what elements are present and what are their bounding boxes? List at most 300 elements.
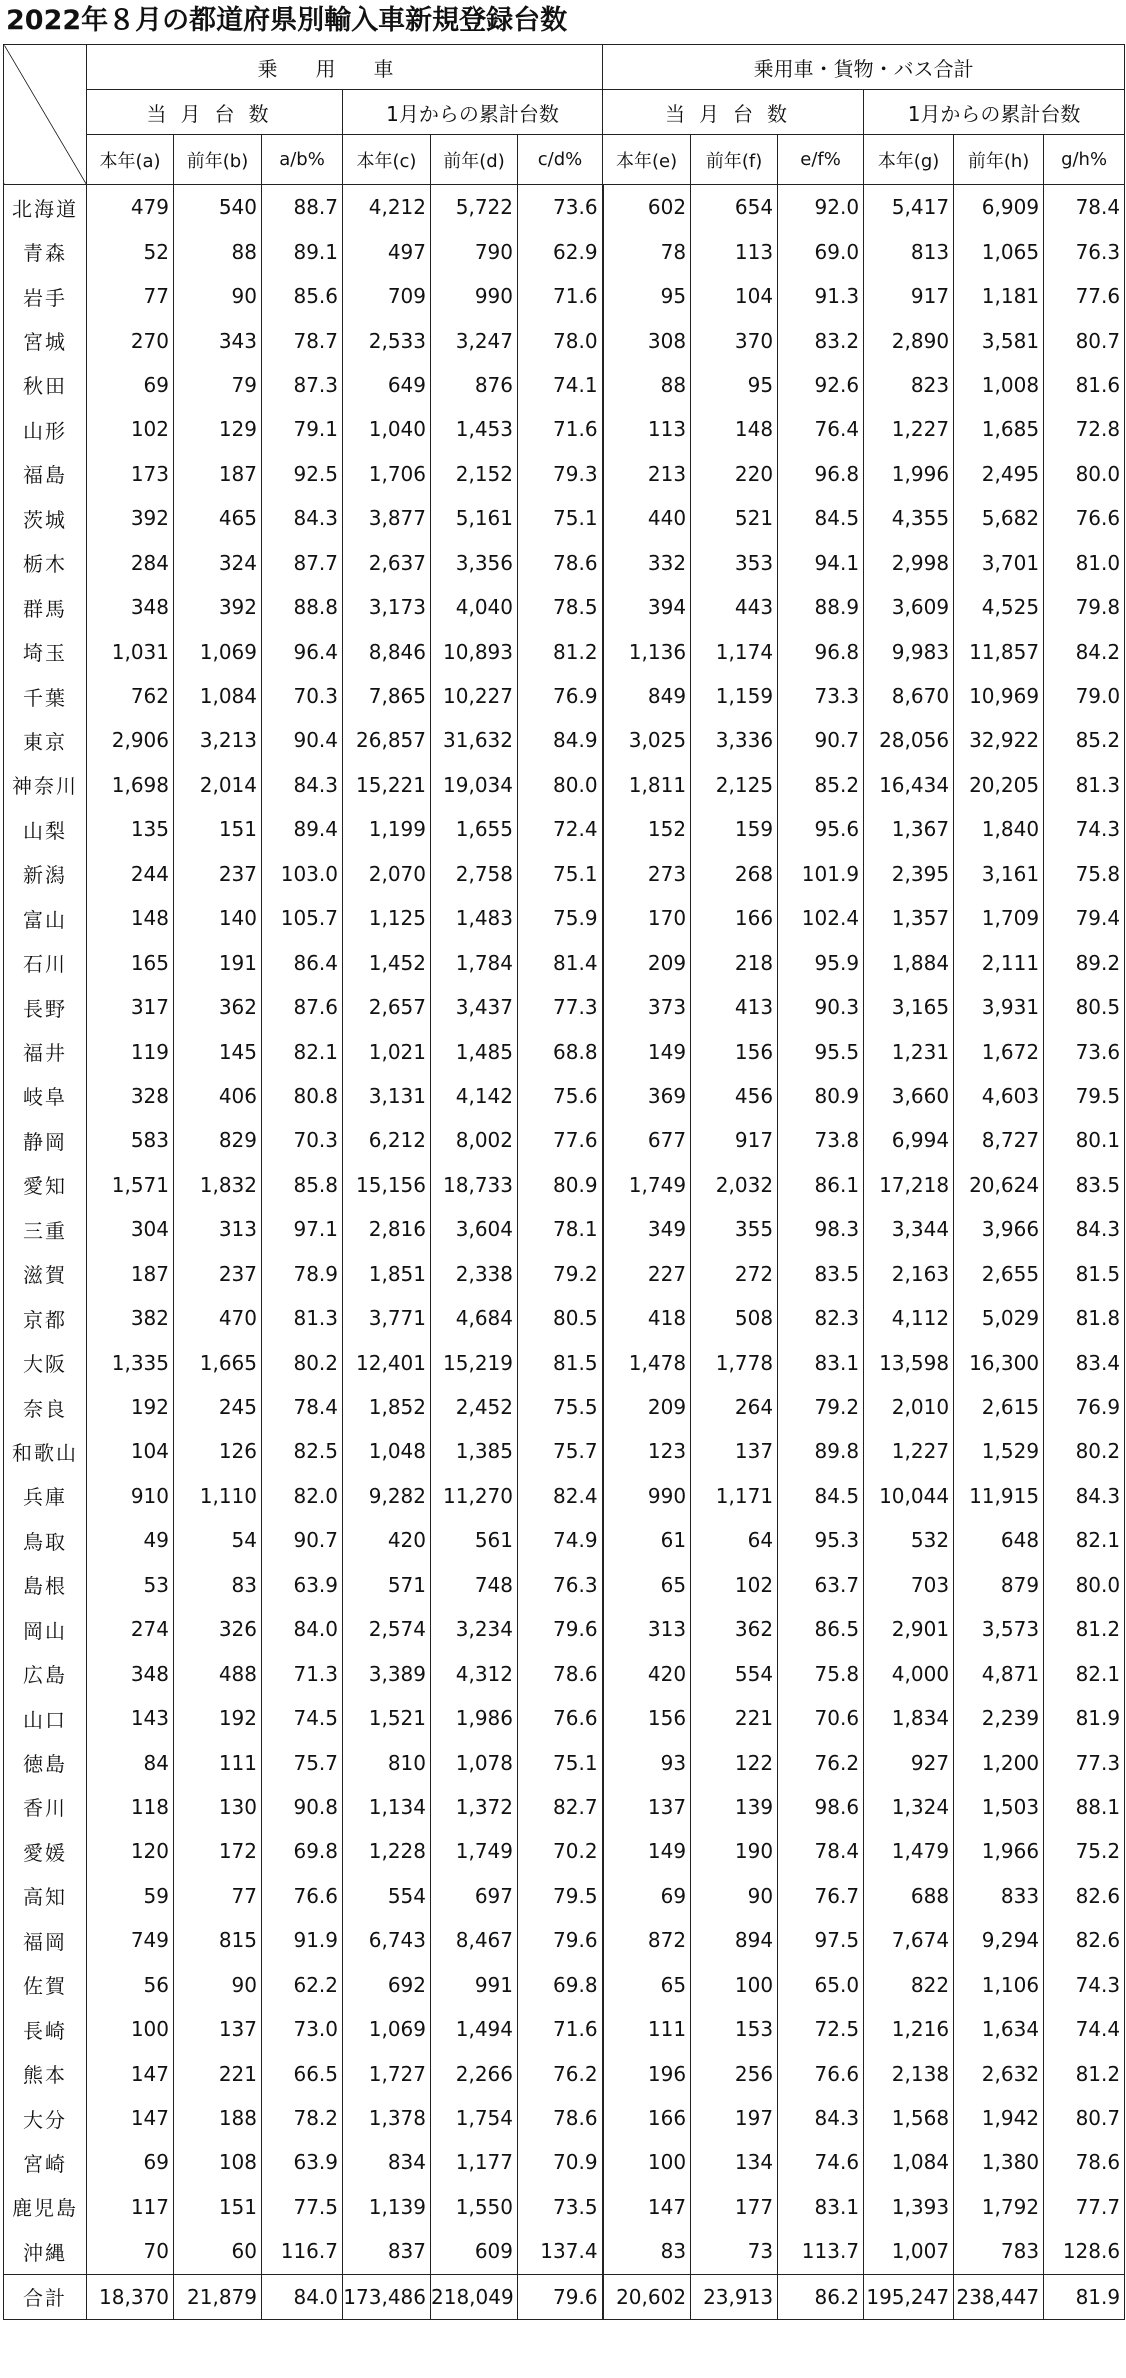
value-cell: 554 xyxy=(343,1874,431,1918)
value-cell: 348 xyxy=(87,585,174,629)
prefecture-cell: 徳島 xyxy=(4,1740,87,1784)
value-cell: 88.7 xyxy=(262,185,343,230)
prefecture-cell: 岐阜 xyxy=(4,1074,87,1118)
value-cell: 532 xyxy=(864,1518,954,1562)
value-cell: 90 xyxy=(174,274,262,318)
value-cell: 1,031 xyxy=(87,629,174,673)
value-cell: 82.7 xyxy=(518,1785,603,1829)
value-cell: 78.9 xyxy=(262,1252,343,1296)
value-cell: 16,300 xyxy=(954,1340,1044,1384)
value-cell: 692 xyxy=(343,1963,431,2007)
value-cell: 87.6 xyxy=(262,985,343,1029)
value-cell: 6,994 xyxy=(864,1118,954,1162)
value-cell: 1,335 xyxy=(87,1340,174,1384)
value-cell: 1,685 xyxy=(954,407,1044,451)
value-cell: 413 xyxy=(691,985,778,1029)
prefecture-cell: 和歌山 xyxy=(4,1429,87,1473)
value-cell: 89.4 xyxy=(262,807,343,851)
header-current-month: 当月台数 xyxy=(603,90,864,135)
value-cell: 3,247 xyxy=(431,318,518,362)
value-cell: 95 xyxy=(603,274,691,318)
value-cell: 1,483 xyxy=(431,896,518,940)
value-cell: 78.0 xyxy=(518,318,603,362)
value-cell: 20,205 xyxy=(954,763,1044,807)
value-cell: 1,040 xyxy=(343,407,431,451)
value-cell: 355 xyxy=(691,1207,778,1251)
value-cell: 10,893 xyxy=(431,629,518,673)
value-cell: 159 xyxy=(691,807,778,851)
table-row xyxy=(4,229,1125,273)
value-cell: 21,879 xyxy=(174,2274,262,2319)
value-cell: 147 xyxy=(87,2096,174,2140)
value-cell: 65 xyxy=(603,1963,691,2007)
value-cell: 90.4 xyxy=(262,718,343,762)
corner-cell xyxy=(4,45,87,185)
value-cell: 118 xyxy=(87,1785,174,1829)
value-cell: 1,134 xyxy=(343,1785,431,1829)
prefecture-cell: 京都 xyxy=(4,1296,87,1340)
prefecture-cell: 埼玉 xyxy=(4,629,87,673)
value-cell: 1,078 xyxy=(431,1740,518,1784)
value-cell: 70.2 xyxy=(518,1829,603,1873)
value-cell: 209 xyxy=(603,940,691,984)
value-cell: 5,682 xyxy=(954,496,1044,540)
value-cell: 116.7 xyxy=(262,2229,343,2274)
value-cell: 2,655 xyxy=(954,1252,1044,1296)
prefecture-cell: 奈良 xyxy=(4,1385,87,1429)
table-row xyxy=(4,185,1125,230)
value-cell: 1,199 xyxy=(343,807,431,851)
value-cell: 152 xyxy=(603,807,691,851)
table-row xyxy=(4,674,1125,718)
value-cell: 75.8 xyxy=(778,1651,864,1695)
value-cell: 72.4 xyxy=(518,807,603,851)
value-cell: 917 xyxy=(691,1118,778,1162)
value-cell: 4,603 xyxy=(954,1074,1044,1118)
value-cell: 75.7 xyxy=(518,1429,603,1473)
table-row xyxy=(4,1074,1125,1118)
value-cell: 272 xyxy=(691,1252,778,1296)
value-cell: 369 xyxy=(603,1074,691,1118)
value-cell: 654 xyxy=(691,185,778,230)
value-cell: 86.2 xyxy=(778,2274,864,2319)
value-cell: 8,670 xyxy=(864,674,954,718)
value-cell: 4,112 xyxy=(864,1296,954,1340)
value-cell: 134 xyxy=(691,2140,778,2184)
value-cell: 165 xyxy=(87,940,174,984)
prefecture-cell: 島根 xyxy=(4,1563,87,1607)
page-title: 2022年８月の都道府県別輸入車新規登録台数 xyxy=(6,5,568,36)
value-cell: 93 xyxy=(603,1740,691,1784)
value-cell: 83.2 xyxy=(778,318,864,362)
value-cell: 102 xyxy=(87,407,174,451)
header-group-passenger: 乗用車 xyxy=(87,45,603,90)
value-cell: 4,684 xyxy=(431,1296,518,1340)
value-cell: 3,604 xyxy=(431,1207,518,1251)
value-cell: 1,385 xyxy=(431,1429,518,1473)
table-row xyxy=(4,807,1125,851)
value-cell: 69.8 xyxy=(262,1829,343,1873)
value-cell: 238,447 xyxy=(954,2274,1044,2319)
value-cell: 392 xyxy=(87,496,174,540)
value-cell: 1,550 xyxy=(431,2185,518,2229)
value-cell: 1,655 xyxy=(431,807,518,851)
value-cell: 96.8 xyxy=(778,629,864,673)
header-cumulative: 1月からの累計台数 xyxy=(343,90,603,135)
column-header: g/h% xyxy=(1044,135,1125,185)
value-cell: 78.7 xyxy=(262,318,343,362)
value-cell: 73.3 xyxy=(778,674,864,718)
value-cell: 117 xyxy=(87,2185,174,2229)
value-cell: 84.2 xyxy=(1044,629,1125,673)
value-cell: 11,915 xyxy=(954,1474,1044,1518)
value-cell: 1,367 xyxy=(864,807,954,851)
value-cell: 100 xyxy=(87,2007,174,2051)
table-row xyxy=(4,763,1125,807)
value-cell: 220 xyxy=(691,452,778,496)
value-cell: 69.0 xyxy=(778,229,864,273)
value-cell: 81.6 xyxy=(1044,363,1125,407)
value-cell: 465 xyxy=(174,496,262,540)
value-cell: 79.2 xyxy=(518,1252,603,1296)
value-cell: 440 xyxy=(603,496,691,540)
prefecture-cell: 広島 xyxy=(4,1651,87,1695)
value-cell: 52 xyxy=(87,229,174,273)
value-cell: 420 xyxy=(343,1518,431,1562)
value-cell: 1,529 xyxy=(954,1429,1044,1473)
value-cell: 197 xyxy=(691,2096,778,2140)
value-cell: 156 xyxy=(603,1696,691,1740)
value-cell: 1,357 xyxy=(864,896,954,940)
value-cell: 2,758 xyxy=(431,852,518,896)
value-cell: 149 xyxy=(603,1029,691,1073)
value-cell: 82.1 xyxy=(1044,1651,1125,1695)
table-row xyxy=(4,1296,1125,1340)
prefecture-cell: 新潟 xyxy=(4,852,87,896)
value-cell: 91.9 xyxy=(262,1918,343,1962)
value-cell: 53 xyxy=(87,1563,174,1607)
value-cell: 4,212 xyxy=(343,185,431,230)
value-cell: 26,857 xyxy=(343,718,431,762)
value-cell: 4,000 xyxy=(864,1651,954,1695)
value-cell: 156 xyxy=(691,1029,778,1073)
value-cell: 822 xyxy=(864,1963,954,2007)
value-cell: 71.6 xyxy=(518,407,603,451)
value-cell: 1,084 xyxy=(864,2140,954,2184)
value-cell: 4,142 xyxy=(431,1074,518,1118)
value-cell: 74.9 xyxy=(518,1518,603,1562)
value-cell: 328 xyxy=(87,1074,174,1118)
value-cell: 394 xyxy=(603,585,691,629)
value-cell: 94.1 xyxy=(778,541,864,585)
value-cell: 170 xyxy=(603,896,691,940)
prefecture-cell: 福井 xyxy=(4,1029,87,1073)
value-cell: 84 xyxy=(87,1740,174,1784)
prefecture-cell: 群馬 xyxy=(4,585,87,629)
value-cell: 2,266 xyxy=(431,2051,518,2095)
value-cell: 324 xyxy=(174,541,262,585)
value-cell: 73.5 xyxy=(518,2185,603,2229)
value-cell: 1,181 xyxy=(954,274,1044,318)
value-cell: 7,865 xyxy=(343,674,431,718)
value-cell: 540 xyxy=(174,185,262,230)
value-cell: 76.6 xyxy=(1044,496,1125,540)
value-cell: 10,227 xyxy=(431,674,518,718)
value-cell: 75.7 xyxy=(262,1740,343,1784)
value-cell: 80.9 xyxy=(518,1163,603,1207)
value-cell: 166 xyxy=(691,896,778,940)
value-cell: 84.3 xyxy=(1044,1474,1125,1518)
value-cell: 140 xyxy=(174,896,262,940)
value-cell: 95.9 xyxy=(778,940,864,984)
column-header: 前年(b) xyxy=(174,135,262,185)
column-header: c/d% xyxy=(518,135,603,185)
prefecture-cell: 合計 xyxy=(4,2274,87,2319)
value-cell: 497 xyxy=(343,229,431,273)
value-cell: 304 xyxy=(87,1207,174,1251)
prefecture-cell: 長野 xyxy=(4,985,87,1029)
prefecture-cell: 愛知 xyxy=(4,1163,87,1207)
value-cell: 72.5 xyxy=(778,2007,864,2051)
value-cell: 894 xyxy=(691,1918,778,1962)
value-cell: 95.5 xyxy=(778,1029,864,1073)
value-cell: 16,434 xyxy=(864,763,954,807)
table-row xyxy=(4,407,1125,451)
value-cell: 80.2 xyxy=(1044,1429,1125,1473)
value-cell: 80.9 xyxy=(778,1074,864,1118)
value-cell: 62.2 xyxy=(262,1963,343,2007)
value-cell: 3,131 xyxy=(343,1074,431,1118)
value-cell: 313 xyxy=(174,1207,262,1251)
value-cell: 70.9 xyxy=(518,2140,603,2184)
value-cell: 443 xyxy=(691,585,778,629)
value-cell: 84.0 xyxy=(262,2274,343,2319)
value-cell: 392 xyxy=(174,585,262,629)
value-cell: 237 xyxy=(174,1252,262,1296)
value-cell: 91.3 xyxy=(778,274,864,318)
value-cell: 1,521 xyxy=(343,1696,431,1740)
value-cell: 4,040 xyxy=(431,585,518,629)
value-cell: 1,372 xyxy=(431,1785,518,1829)
value-cell: 15,156 xyxy=(343,1163,431,1207)
value-cell: 2,890 xyxy=(864,318,954,362)
value-cell: 90 xyxy=(174,1963,262,2007)
value-cell: 63.9 xyxy=(262,1563,343,1607)
value-cell: 76.6 xyxy=(262,1874,343,1918)
value-cell: 81.4 xyxy=(518,940,603,984)
value-cell: 1,008 xyxy=(954,363,1044,407)
value-cell: 688 xyxy=(864,1874,954,1918)
value-cell: 79 xyxy=(174,363,262,407)
value-cell: 89.1 xyxy=(262,229,343,273)
table-row xyxy=(4,940,1125,984)
table-row xyxy=(4,1029,1125,1073)
value-cell: 1,216 xyxy=(864,2007,954,2051)
value-cell: 98.6 xyxy=(778,1785,864,1829)
value-cell: 837 xyxy=(343,2229,431,2274)
value-cell: 19,034 xyxy=(431,763,518,807)
value-cell: 6,909 xyxy=(954,185,1044,230)
value-cell: 815 xyxy=(174,1918,262,1962)
value-cell: 3,701 xyxy=(954,541,1044,585)
value-cell: 326 xyxy=(174,1607,262,1651)
value-cell: 85.6 xyxy=(262,274,343,318)
prefecture-cell: 東京 xyxy=(4,718,87,762)
value-cell: 82.5 xyxy=(262,1429,343,1473)
value-cell: 1,840 xyxy=(954,807,1044,851)
prefecture-cell: 山梨 xyxy=(4,807,87,851)
value-cell: 8,002 xyxy=(431,1118,518,1162)
value-cell: 191 xyxy=(174,940,262,984)
value-cell: 195,247 xyxy=(864,2274,954,2319)
value-cell: 1,084 xyxy=(174,674,262,718)
value-cell: 129 xyxy=(174,407,262,451)
value-cell: 148 xyxy=(691,407,778,451)
value-cell: 92.6 xyxy=(778,363,864,407)
value-cell: 81.2 xyxy=(1044,2051,1125,2095)
value-cell: 108 xyxy=(174,2140,262,2184)
value-cell: 15,221 xyxy=(343,763,431,807)
prefecture-cell: 宮崎 xyxy=(4,2140,87,2184)
table-row xyxy=(4,1207,1125,1251)
value-cell: 348 xyxy=(87,1651,174,1695)
value-cell: 111 xyxy=(603,2007,691,2051)
value-cell: 88.1 xyxy=(1044,1785,1125,1829)
value-cell: 1,380 xyxy=(954,2140,1044,2184)
prefecture-cell: 沖縄 xyxy=(4,2229,87,2274)
value-cell: 209 xyxy=(603,1385,691,1429)
value-cell: 76.2 xyxy=(518,2051,603,2095)
value-cell: 1,007 xyxy=(864,2229,954,2274)
table-row xyxy=(4,585,1125,629)
table-row xyxy=(4,1429,1125,1473)
value-cell: 829 xyxy=(174,1118,262,1162)
value-cell: 748 xyxy=(431,1563,518,1607)
value-cell: 488 xyxy=(174,1651,262,1695)
prefecture-cell: 千葉 xyxy=(4,674,87,718)
value-cell: 270 xyxy=(87,318,174,362)
value-cell: 83.5 xyxy=(1044,1163,1125,1207)
value-cell: 128.6 xyxy=(1044,2229,1125,2274)
value-cell: 3,213 xyxy=(174,718,262,762)
value-cell: 23,913 xyxy=(691,2274,778,2319)
value-cell: 990 xyxy=(603,1474,691,1518)
value-cell: 9,282 xyxy=(343,1474,431,1518)
value-cell: 332 xyxy=(603,541,691,585)
table-row xyxy=(4,1829,1125,1873)
value-cell: 86.4 xyxy=(262,940,343,984)
value-cell: 95 xyxy=(691,363,778,407)
value-cell: 95.6 xyxy=(778,807,864,851)
value-cell: 17,218 xyxy=(864,1163,954,1207)
value-cell: 382 xyxy=(87,1296,174,1340)
value-cell: 87.3 xyxy=(262,363,343,407)
value-cell: 89.2 xyxy=(1044,940,1125,984)
value-cell: 76.4 xyxy=(778,407,864,451)
value-cell: 83.1 xyxy=(778,1340,864,1384)
value-cell: 68.8 xyxy=(518,1029,603,1073)
value-cell: 1,065 xyxy=(954,229,1044,273)
value-cell: 1,665 xyxy=(174,1340,262,1384)
value-cell: 147 xyxy=(87,2051,174,2095)
value-cell: 74.3 xyxy=(1044,807,1125,851)
value-cell: 1,200 xyxy=(954,1740,1044,1784)
value-cell: 1,709 xyxy=(954,896,1044,940)
value-cell: 2,338 xyxy=(431,1252,518,1296)
value-cell: 77.7 xyxy=(1044,2185,1125,2229)
value-cell: 70.3 xyxy=(262,1118,343,1162)
value-cell: 81.3 xyxy=(1044,763,1125,807)
value-cell: 84.3 xyxy=(262,496,343,540)
value-cell: 4,312 xyxy=(431,1651,518,1695)
value-cell: 78.6 xyxy=(1044,2140,1125,2184)
value-cell: 85.8 xyxy=(262,1163,343,1207)
value-cell: 79.5 xyxy=(518,1874,603,1918)
value-cell: 5,161 xyxy=(431,496,518,540)
value-cell: 80.0 xyxy=(518,763,603,807)
value-cell: 77.6 xyxy=(518,1118,603,1162)
table-row xyxy=(4,1696,1125,1740)
value-cell: 82.4 xyxy=(518,1474,603,1518)
value-cell: 79.6 xyxy=(518,1918,603,1962)
value-cell: 1,485 xyxy=(431,1029,518,1073)
value-cell: 1,852 xyxy=(343,1385,431,1429)
prefecture-cell: 香川 xyxy=(4,1785,87,1829)
value-cell: 102.4 xyxy=(778,896,864,940)
value-cell: 77 xyxy=(174,1874,262,1918)
value-cell: 3,966 xyxy=(954,1207,1044,1251)
value-cell: 28,056 xyxy=(864,718,954,762)
value-cell: 31,632 xyxy=(431,718,518,762)
value-cell: 3,173 xyxy=(343,585,431,629)
table-row xyxy=(4,541,1125,585)
prefecture-cell: 青森 xyxy=(4,229,87,273)
value-cell: 77 xyxy=(87,274,174,318)
value-cell: 126 xyxy=(174,1429,262,1473)
value-cell: 20,624 xyxy=(954,1163,1044,1207)
value-cell: 1,884 xyxy=(864,940,954,984)
column-header: 本年(e) xyxy=(603,135,691,185)
value-cell: 470 xyxy=(174,1296,262,1340)
value-cell: 3,609 xyxy=(864,585,954,629)
prefecture-cell: 長崎 xyxy=(4,2007,87,2051)
value-cell: 90 xyxy=(691,1874,778,1918)
value-cell: 76.3 xyxy=(518,1563,603,1607)
value-cell: 75.1 xyxy=(518,1740,603,1784)
value-cell: 77.5 xyxy=(262,2185,343,2229)
value-cell: 213 xyxy=(603,452,691,496)
value-cell: 79.4 xyxy=(1044,896,1125,940)
value-cell: 96.4 xyxy=(262,629,343,673)
value-cell: 3,234 xyxy=(431,1607,518,1651)
value-cell: 649 xyxy=(343,363,431,407)
table-row xyxy=(4,496,1125,540)
value-cell: 73.8 xyxy=(778,1118,864,1162)
value-cell: 1,177 xyxy=(431,2140,518,2184)
value-cell: 6,743 xyxy=(343,1918,431,1962)
value-cell: 96.8 xyxy=(778,452,864,496)
value-cell: 59 xyxy=(87,1874,174,1918)
value-cell: 80.0 xyxy=(1044,1563,1125,1607)
value-cell: 1,393 xyxy=(864,2185,954,2229)
value-cell: 2,533 xyxy=(343,318,431,362)
value-cell: 2,014 xyxy=(174,763,262,807)
value-cell: 353 xyxy=(691,541,778,585)
value-cell: 90.3 xyxy=(778,985,864,1029)
value-cell: 79.6 xyxy=(518,1607,603,1651)
value-cell: 81.2 xyxy=(1044,1607,1125,1651)
value-cell: 84.9 xyxy=(518,718,603,762)
